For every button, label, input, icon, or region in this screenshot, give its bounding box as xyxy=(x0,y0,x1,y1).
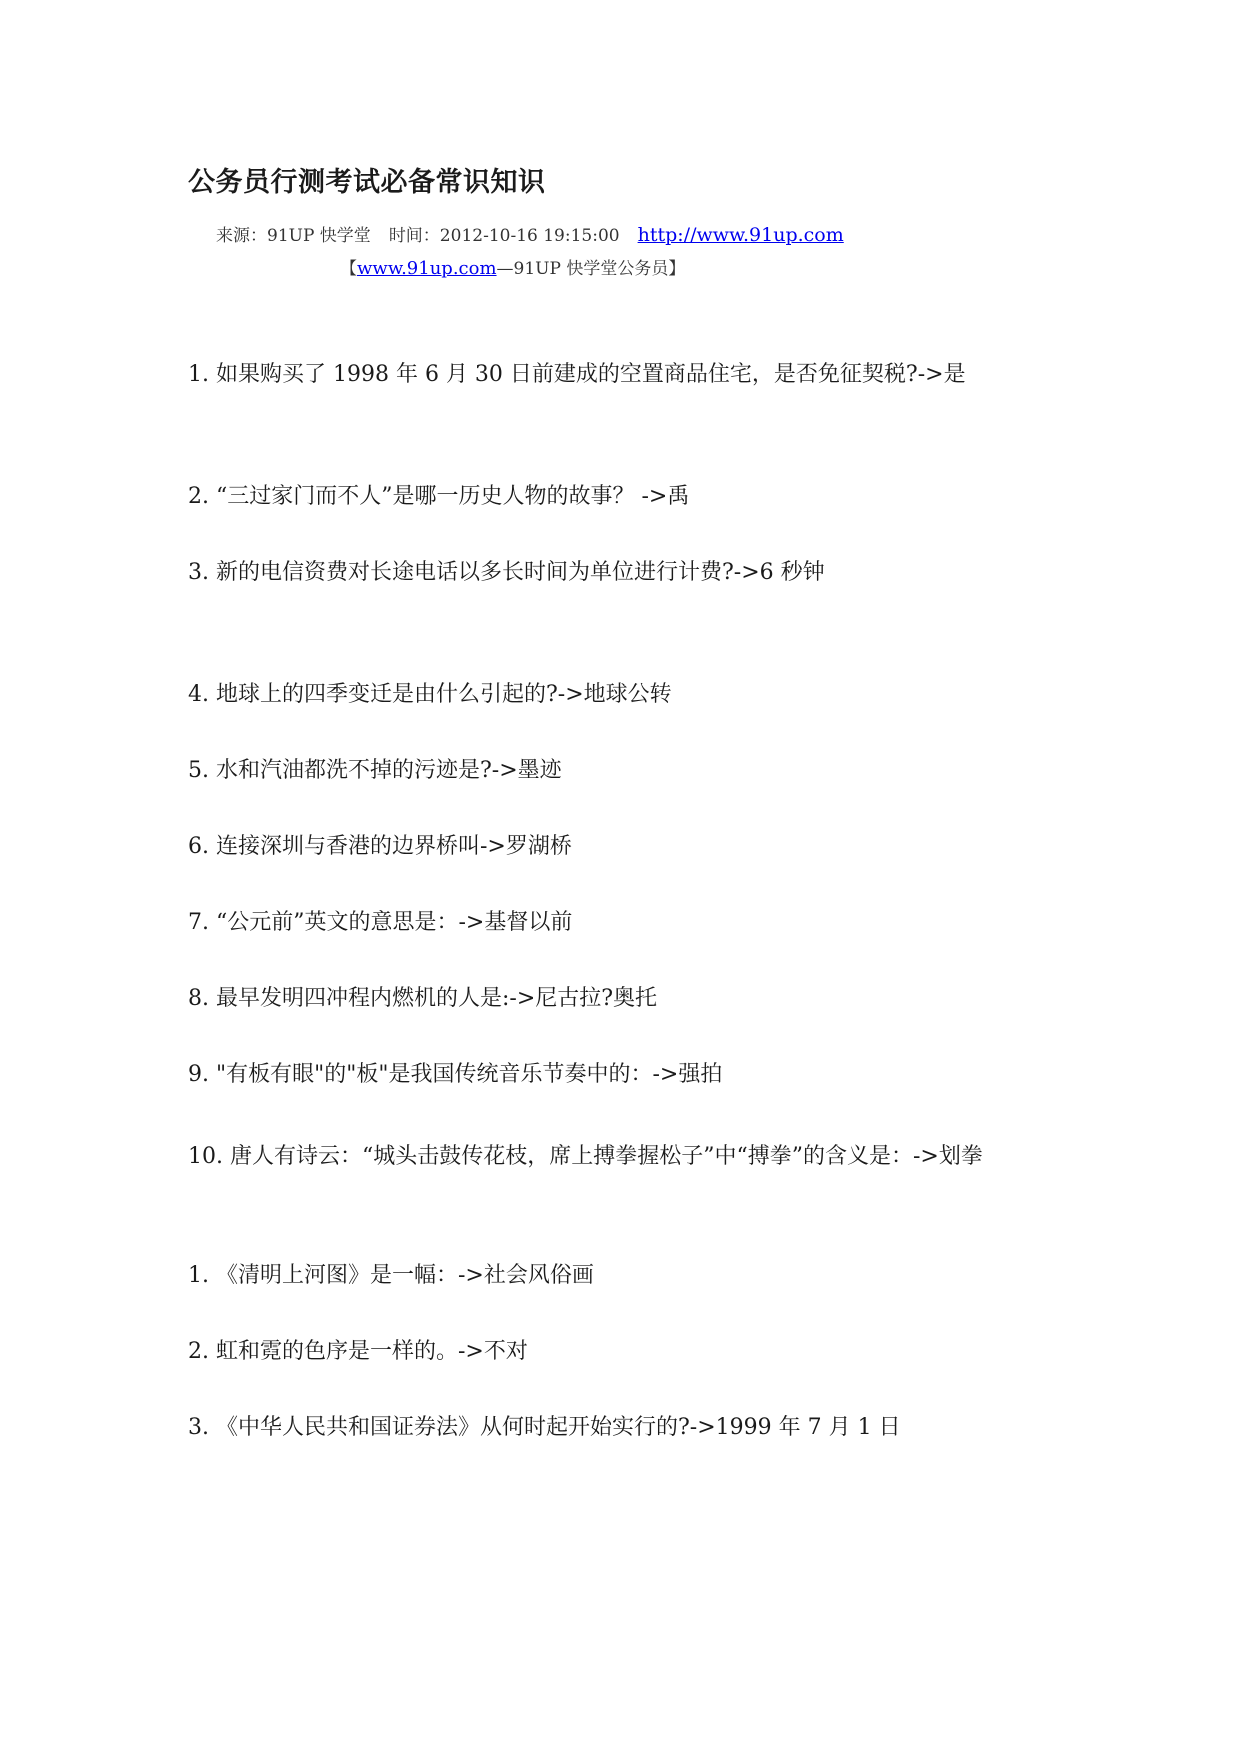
question-item: 3. 《中华人民共和国证券法》从何时起开始实行的?->1999 年 7 月 1 日 xyxy=(188,1415,901,1440)
page-title: 公务员行测考试必备常识知识 xyxy=(188,167,546,198)
question-item: 5. 水和汽油都洗不掉的污迹是?->墨迹 xyxy=(188,758,562,783)
source-text: 来源：91UP 快学堂 xyxy=(216,226,371,246)
time-text: 时间：2012-10-16 19:15:00 xyxy=(388,226,620,246)
question-item: 2. “三过家门而不人”是哪一历史人物的故事？ ->禹 xyxy=(188,484,690,509)
article-meta xyxy=(216,221,844,246)
question-item: 8. 最早发明四冲程内燃机的人是:->尼古拉?奥托 xyxy=(188,986,658,1011)
site-link[interactable]: http://www.91up.com xyxy=(637,224,844,246)
question-item: 9. "有板有眼"的"板"是我国传统音乐节奏中的：->强拍 xyxy=(188,1062,723,1087)
banner-bracket: 【 xyxy=(340,259,357,279)
banner-text: —91UP 快学堂公务员】 xyxy=(496,259,686,279)
question-item: 4. 地球上的四季变迁是由什么引起的?->地球公转 xyxy=(188,682,672,707)
banner-link[interactable]: www.91up.com xyxy=(357,258,497,279)
question-item: 2. 虹和霓的色序是一样的。->不对 xyxy=(188,1339,528,1364)
site-banner xyxy=(340,254,685,279)
question-item: 1. 《清明上河图》是一幅：->社会风俗画 xyxy=(188,1263,594,1288)
question-item: 6. 连接深圳与香港的边界桥叫->罗湖桥 xyxy=(188,834,572,859)
question-item: 7. “公元前”英文的意思是：->基督以前 xyxy=(188,910,573,935)
question-item: 10. 唐人有诗云：“城头击鼓传花枝，席上搏拳握松子”中“搏拳”的含义是：->划拳 xyxy=(188,1144,983,1169)
question-item: 1. 如果购买了 1998 年 6 月 30 日前建成的空置商品住宅，是否免征契税?->是 xyxy=(188,362,966,387)
question-item: 3. 新的电信资费对长途电话以多长时间为单位进行计费?->6 秒钟 xyxy=(188,560,825,585)
